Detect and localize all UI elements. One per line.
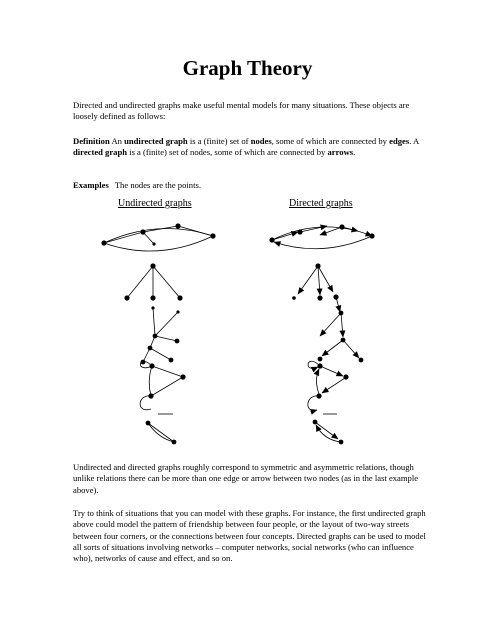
definition-text-4: . A [409,136,419,146]
directed-graph-star-tree [292,263,338,300]
definition-text-5: is a (finite) set of nodes, some of which are connected by [127,147,328,158]
term-directed-graph: directed graph [73,147,128,158]
definition-text-1: An [109,136,125,146]
directed-graph-four-nodes [269,224,374,248]
definition-label: Definition [73,136,110,146]
definition-text-3: , some of which are connected by [271,136,390,146]
symmetric-relations-paragraph: Undirected and directed graphs roughly correspond to symmetric and asymmetric relations, though unlike relations there can be more than one edge or arrow between two nodes (as in the last example above). [73,462,419,495]
term-arrows: arrows [327,147,354,158]
examples-text: The nodes are the points. [114,180,201,190]
examples-label: Examples [73,180,109,190]
directed-graphs-heading: Directed graphs [289,198,353,209]
modeling-paragraph: Try to think of situations that you can model with these graphs. For instance, the first undirected graph above could model the pattern of friendship between four people, or the layout of two-way streets between four corners, or the connections between four concepts. Directed graphs can be used to model all sorts of situations involving networks – computer networks, social networks (who can influence who), networks of cause and effect, and so on. [73,508,426,564]
definition-text-6: . [353,147,356,158]
undirected-graph-four-nodes [101,223,215,251]
directed-graph-branching-tree [318,297,364,362]
undirected-graph-star-tree [124,263,182,300]
undirected-graph-multi-edge [146,414,177,444]
page-title: Graph Theory [182,56,313,80]
intro-paragraph: Directed and undirected graphs make useful mental models for many situations. These objects are loosely defined as follows: [73,100,410,122]
directed-graph-multi-edge [313,414,344,444]
definition-text-2: is a (finite) set of [187,136,251,146]
directed-graph-with-loops [308,361,349,410]
term-edges: edges [389,136,410,146]
term-nodes: nodes [250,136,272,146]
term-undirected-graph: undirected graph [124,136,188,146]
undirected-graph-with-loops [140,361,185,410]
undirected-graphs-heading: Undirected graphs [118,198,192,209]
undirected-graph-branching-tree [141,306,180,364]
